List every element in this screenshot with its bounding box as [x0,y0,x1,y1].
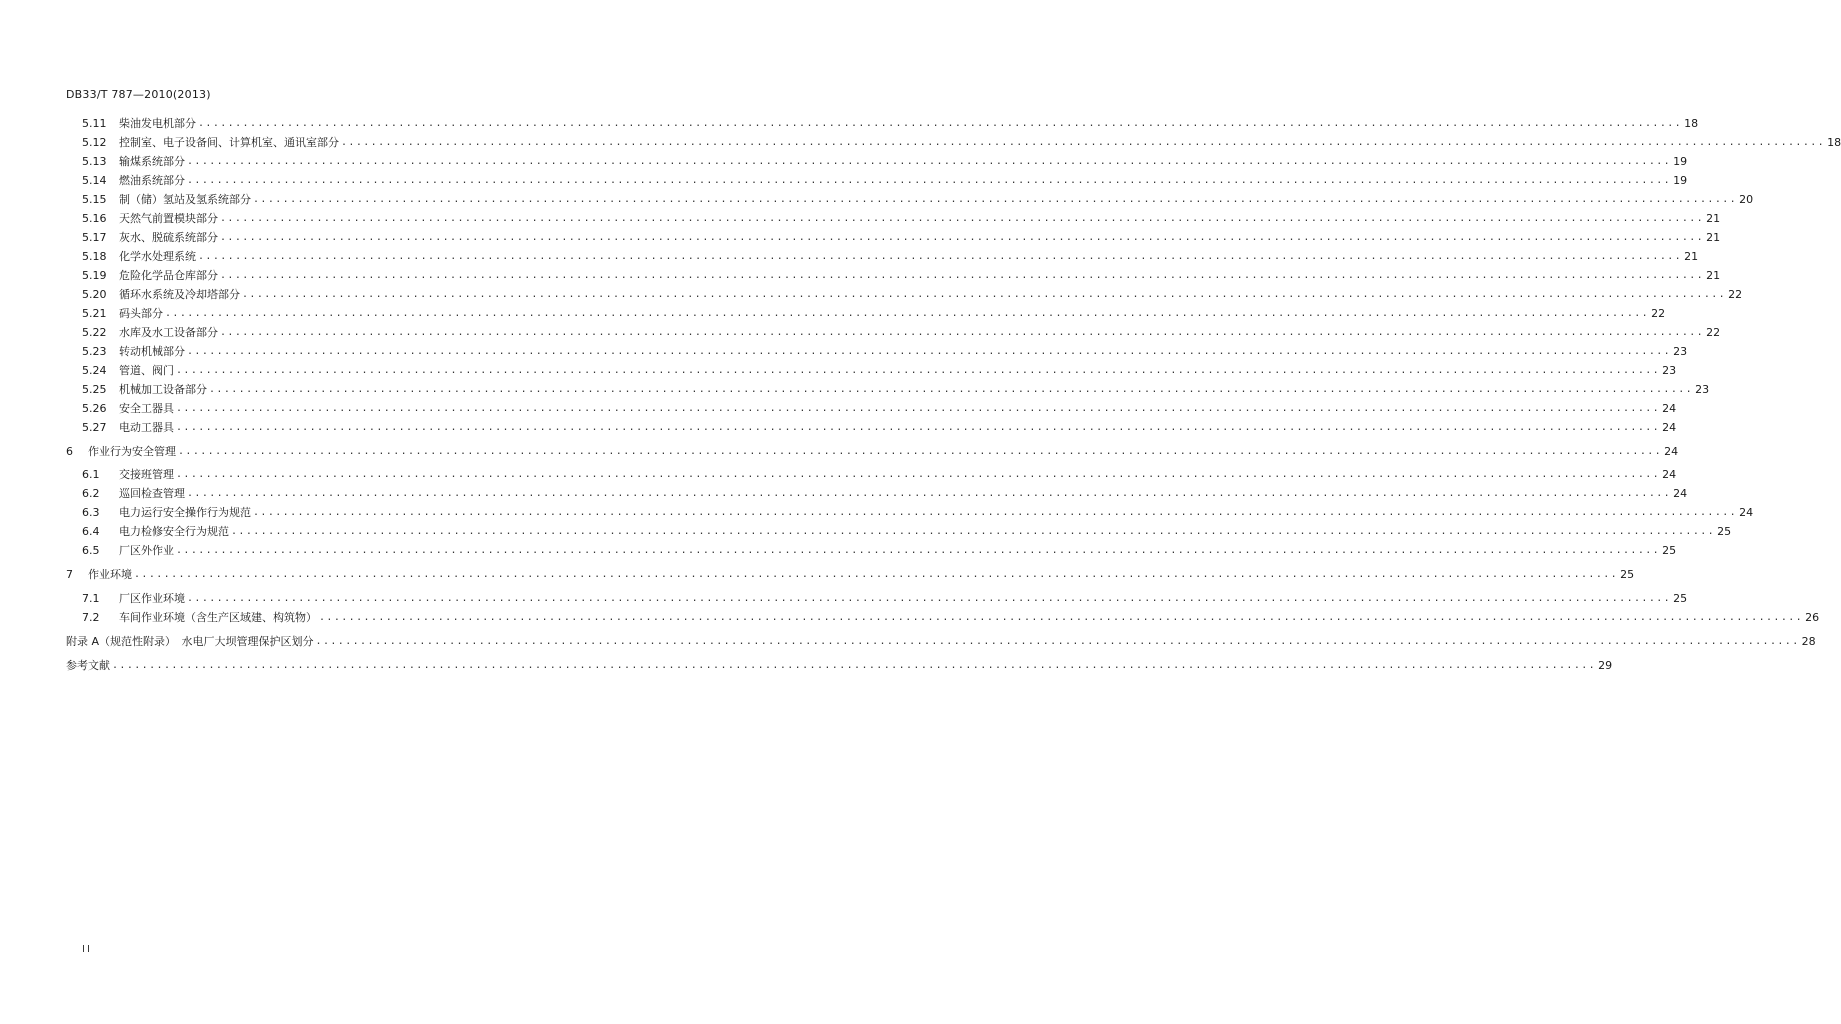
toc-entry-page: 18 [1827,136,1841,149]
toc-entry-page: 19 [1673,155,1688,168]
toc-entry[interactable] [0,361,1677,377]
toc-entry-page: 21 [1684,250,1699,263]
toc-leader-dots: ........................................................................................................................................................................................................ [198,118,1683,129]
toc-entry-number: 5.11 [82,117,107,130]
toc-entry-title: 电动工器具 [119,421,174,434]
toc-entry-page: 24 [1739,506,1754,519]
toc-entry-title: 厂区外作业 [119,544,174,557]
toc-entry-number: 5.23 [82,345,107,358]
toc-entry-title: 柴油发电机部分 [119,117,196,130]
toc-leader-dots: ........................................................................................................................................................................................................ [209,384,1694,395]
toc-entry-title: 天然气前置模块部分 [119,212,218,225]
toc-leader-dots: ........................................................................................................................................................................................................ [134,569,1619,580]
toc-entry-page: 24 [1662,468,1677,481]
toc-leader-dots: ........................................................................................................................................................................................................ [187,488,1672,499]
toc-entry[interactable] [0,133,1841,149]
toc-entry-page: 18 [1684,117,1699,130]
toc-entry-number: 5.13 [82,155,107,168]
toc-entry-title: 控制室、电子设备间、计算机室、通讯室部分 [119,136,339,149]
toc-entry-title: 厂区作业环境 [119,592,185,605]
page-number-footer: II [82,944,92,955]
toc-entry[interactable] [0,266,1721,282]
toc-entry[interactable] [0,323,1721,339]
toc-entry-title: 制（储）氢站及氢系统部分 [119,193,251,206]
toc-leader-dots: ........................................................................................................................................................................................................ [112,660,1597,671]
toc-leader-dots: ........................................................................................................................................................................................................ [253,194,1738,205]
toc-entry-page: 20 [1739,193,1754,206]
toc-entry-title: 参考文献 [66,659,110,672]
toc-entry-number: 5.24 [82,364,107,377]
toc-entry[interactable] [0,190,1754,206]
toc-entry[interactable] [0,209,1721,225]
toc-entry-number: 7.2 [82,611,100,624]
toc-entry-number: 6.2 [82,487,100,500]
toc-entry-title: 危险化学品仓库部分 [119,269,218,282]
toc-entry[interactable] [0,541,1677,557]
toc-leader-dots: ........................................................................................................................................................................................................ [220,327,1705,338]
toc-entry-number: 7.1 [82,592,100,605]
toc-entry-page: 24 [1662,402,1677,415]
toc-leader-dots: ........................................................................................................................................................................................................ [231,526,1716,537]
toc-entry-title: 码头部分 [119,307,163,320]
toc-entry-title: 作业环境 [88,568,132,581]
toc-leader-dots: ........................................................................................................................................................................................................ [178,446,1663,457]
toc-entry-number: 5.26 [82,402,107,415]
toc-entry-number: 5.18 [82,250,107,263]
toc-entry-number: 5.14 [82,174,107,187]
toc-leader-dots: ........................................................................................................................................................................................................ [187,156,1672,167]
toc-leader-dots: ........................................................................................................................................................................................................ [176,545,1661,556]
toc-leader-dots: ........................................................................................................................................................................................................ [187,346,1672,357]
toc-entry-number: 7 [66,568,73,581]
toc-entry[interactable] [0,114,1699,130]
toc-entry-page: 24 [1664,445,1679,458]
toc-entry[interactable] [0,171,1688,187]
toc-entry-number: 5.16 [82,212,107,225]
toc-entry-number: 5.17 [82,231,107,244]
toc-leader-dots: ........................................................................................................................................................................................................ [220,232,1705,243]
toc-entry[interactable] [0,589,1688,605]
toc-entry-number: 5.12 [82,136,107,149]
toc-entry-title: 转动机械部分 [119,345,185,358]
toc-entry-number: 6.5 [82,544,100,557]
toc-leader-dots: ........................................................................................................................................................................................................ [341,137,1826,148]
toc-entry-title: 灰水、脱硫系统部分 [119,231,218,244]
toc-entry[interactable] [0,342,1688,358]
toc-entry-number: 5.15 [82,193,107,206]
toc-entry-title: 循环水系统及冷却塔部分 [119,288,240,301]
toc-entry-title: 安全工器具 [119,402,174,415]
toc-leader-dots: ........................................................................................................................................................................................................ [319,612,1804,623]
toc-entry-number: 6.4 [82,525,100,538]
toc-leader-dots: ........................................................................................................................................................................................................ [198,251,1683,262]
toc-entry-page: 21 [1706,231,1721,244]
toc-entry[interactable] [0,399,1677,415]
toc-entry[interactable] [0,442,1679,458]
toc-entry[interactable] [0,247,1699,263]
toc-entry[interactable] [0,632,1816,648]
toc-leader-dots: ........................................................................................................................................................................................................ [220,270,1705,281]
toc-entry-page: 29 [1598,659,1613,672]
toc-leader-dots: ........................................................................................................................................................................................................ [187,593,1672,604]
toc-entry[interactable] [0,418,1677,434]
toc-leader-dots: ........................................................................................................................................................................................................ [187,175,1672,186]
toc-entry-title: 作业行为安全管理 [88,445,176,458]
toc-leader-dots: ........................................................................................................................................................................................................ [176,422,1661,433]
toc-entry-page: 22 [1706,326,1721,339]
toc-entry-number: 6.1 [82,468,100,481]
toc-entry[interactable] [0,304,1666,320]
toc-entry-page: 22 [1728,288,1743,301]
toc-entry-title: 电力运行安全操作行为规范 [119,506,251,519]
toc-entry-page: 22 [1651,307,1666,320]
toc-entry-page: 23 [1695,383,1710,396]
toc-entry[interactable] [0,465,1677,481]
toc-entry-page: 23 [1673,345,1688,358]
toc-entry-title: 巡回检查管理 [119,487,185,500]
toc-entry-title: 附录 A（规范性附录） 水电厂大坝管理保护区划分 [66,635,314,648]
toc-leader-dots: ........................................................................................................................................................................................................ [165,308,1650,319]
toc-leader-dots: ........................................................................................................................................................................................................ [242,289,1727,300]
toc-entry-number: 5.25 [82,383,107,396]
toc-entry-page: 25 [1717,525,1732,538]
toc-leader-dots: ........................................................................................................................................................................................................ [253,507,1738,518]
toc-entry-number: 5.19 [82,269,107,282]
toc-leader-dots: ........................................................................................................................................................................................................ [176,403,1661,414]
toc-entry[interactable] [0,656,1613,672]
toc-entry-page: 28 [1801,635,1816,648]
toc-entry-page: 25 [1673,592,1688,605]
toc-entry[interactable] [0,228,1721,244]
toc-entry-page: 24 [1662,421,1677,434]
toc-entry-title: 机械加工设备部分 [119,383,207,396]
toc-entry-number: 5.27 [82,421,107,434]
toc-entry[interactable] [0,152,1688,168]
toc-entry-page: 26 [1805,611,1820,624]
toc-entry[interactable] [0,608,1820,624]
toc-entry-page: 19 [1673,174,1688,187]
toc-entry[interactable] [0,565,1635,581]
toc-entry-title: 输煤系统部分 [119,155,185,168]
toc-entry-page: 25 [1662,544,1677,557]
toc-entry-number: 6.3 [82,506,100,519]
toc-leader-dots: ........................................................................................................................................................................................................ [176,365,1661,376]
toc-entry-page: 25 [1620,568,1635,581]
toc-entry-title: 交接班管理 [119,468,174,481]
toc-entry-number: 5.20 [82,288,107,301]
toc-entry-title: 管道、阀门 [119,364,174,377]
toc-entry-title: 电力检修安全行为规范 [119,525,229,538]
toc-entry-title: 水库及水工设备部分 [119,326,218,339]
toc-entry-number: 6 [66,445,73,458]
toc-entry[interactable] [0,503,1754,519]
toc-entry-page: 21 [1706,269,1721,282]
toc-entry-number: 5.22 [82,326,107,339]
toc-entry[interactable] [0,522,1732,538]
toc-entry-page: 21 [1706,212,1721,225]
toc-entry-title: 化学水处理系统 [119,250,196,263]
toc-entry-page: 24 [1673,487,1688,500]
toc-entry[interactable] [0,285,1743,301]
toc-entry-title: 燃油系统部分 [119,174,185,187]
toc-entry-number: 5.21 [82,307,107,320]
toc-entry[interactable] [0,484,1688,500]
toc-entry-page: 23 [1662,364,1677,377]
toc-leader-dots: ........................................................................................................................................................................................................ [176,469,1661,480]
document-code-header: DB33/T 787—2010(2013) [66,88,211,101]
toc-leader-dots: ........................................................................................................................................................................................................ [315,636,1800,647]
toc-entry[interactable] [0,380,1710,396]
toc-entry-title: 车间作业环境（含生产区域建、构筑物） [119,611,317,624]
toc-leader-dots: ........................................................................................................................................................................................................ [220,213,1705,224]
